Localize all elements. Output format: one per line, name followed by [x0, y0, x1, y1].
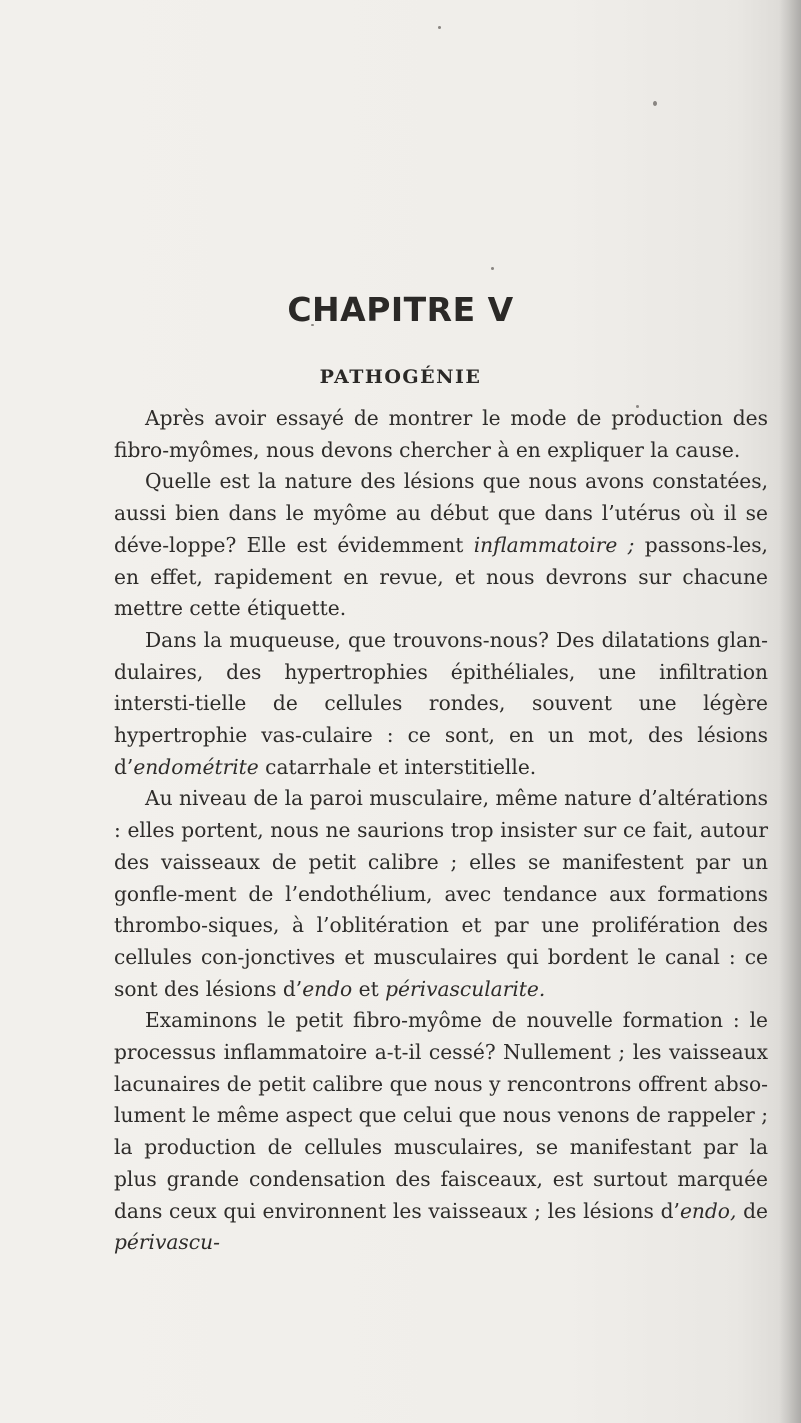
- paragraph: [114, 1005, 768, 1259]
- text-segment: Dans la muqueuse, que trouvons-nous? Des dilatations glan-dulaires, des hypertrophies épithéliales, une infiltration intersti-tielle de cellules rondes, souvent une légère hypertrophie vas-culaire : ce sont, en un mot, des lésions d’: [114, 627, 768, 779]
- text-segment: catarrhale et interstitielle.: [258, 754, 537, 779]
- text-segment: Examinons le petit fibro-myôme de nouvelle formation : le processus inflammatoire a-t-il cessé? Nullement ; les vaisseaux lacunaires de petit calibre que nous y rencontrons offrent abso-lument le même aspect que celui que nous venons de rappeler ; la production de cellules musculaires, se manifestant par la plus grande condensation des faisceaux, est surtout marquée dans ceux qui environnent les vaisseaux ; les lésions d’: [114, 1008, 769, 1223]
- chapter-title: CHAPITRE V: [287, 290, 514, 329]
- italic-text: périvascularite.: [385, 976, 546, 1001]
- paper-speck: [491, 267, 494, 270]
- paragraph: [114, 466, 768, 625]
- paper-speck: [438, 26, 441, 29]
- text-segment: de: [736, 1198, 768, 1223]
- section-title: PATHOGÉNIE: [319, 366, 482, 388]
- body-text: [114, 403, 768, 1259]
- italic-text: endo,: [679, 1198, 737, 1223]
- text-segment: passons-les, en effet, rapidement en revue, et nous devrons sur chacune mettre cette étiquette.: [114, 532, 768, 621]
- paragraph: [114, 625, 768, 784]
- italic-text: endo: [302, 976, 353, 1001]
- paper-speck: [653, 101, 657, 106]
- text-segment: et: [352, 976, 386, 1001]
- italic-text: périvascu-: [114, 1230, 220, 1255]
- paragraph: [114, 783, 768, 1005]
- italic-text: endométrite: [133, 754, 259, 779]
- italic-text: inflammatoire ;: [473, 532, 635, 557]
- text-segment: Au niveau de la paroi musculaire, même nature d’altérations : elles portent, nous ne saurions trop insister sur ce fait, autour des vaisseaux de petit calibre ; elles se manifestent par un gonfle-ment de l’endothélium, avec tendance aux formations thrombo-siques, à l’oblitération et par une prolifération des cellules con-jonctives et musculaires qui bordent le canal : ce sont des lésions d’: [114, 786, 768, 1001]
- text-segment: Après avoir essayé de montrer le mode de production des fibro-myômes, nous devons chercher à en expliquer la cause.: [114, 406, 768, 462]
- paragraph: [114, 403, 768, 466]
- page-edge-shadow: [779, 0, 801, 1423]
- text-segment: Quelle est la nature des lésions que nous avons constatées, aussi bien dans le myôme au début que dans l’utérus où il se déve-loppe? Elle est évidemment: [114, 469, 768, 557]
